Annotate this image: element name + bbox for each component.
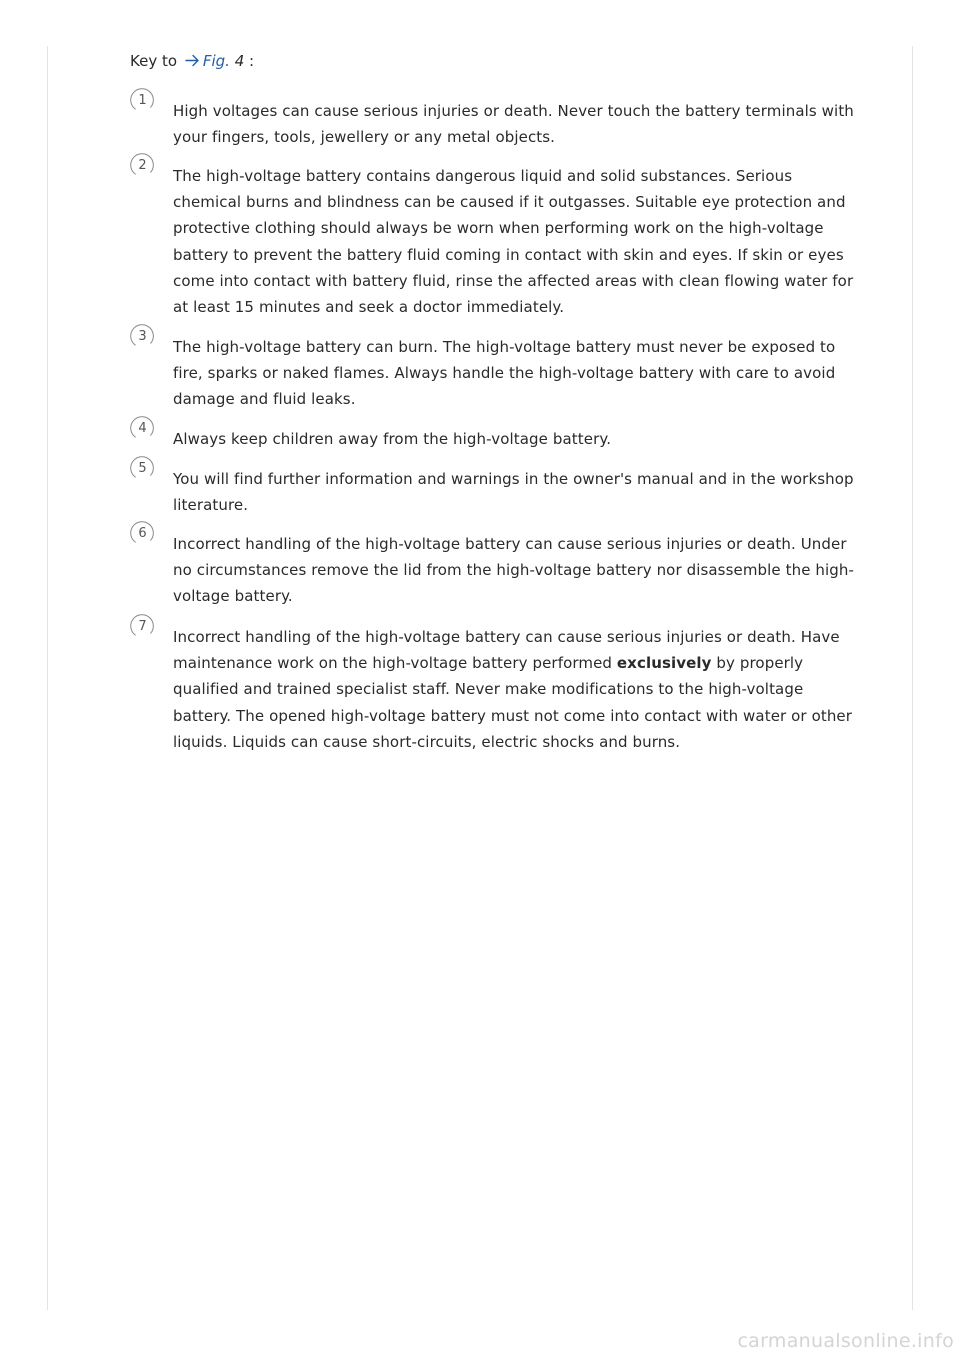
callout-number: 2 (138, 158, 147, 174)
key-suffix: : (249, 52, 255, 70)
figure-link[interactable]: Fig. (202, 52, 230, 70)
list-item-text: Always keep children away from the high-voltage battery. (173, 430, 612, 448)
list-item-text: The high-voltage battery can burn. The high-voltage battery must never be exposed to fire, sparks or naked flames. Always handle the high-voltage battery with care to avoid damage and fluid leaks. (173, 338, 836, 409)
list-item (130, 526, 860, 610)
list-item (130, 93, 860, 150)
list-item (130, 158, 860, 320)
list-item (130, 329, 860, 413)
numbered-callout-icon (130, 415, 155, 440)
list-item-text (173, 624, 860, 755)
emphasis-text: exclusively (616, 654, 712, 673)
callout-number: 6 (138, 526, 147, 542)
list-item-text: The high-voltage battery contains dangerous liquid and solid substances. Serious chemical burns and blindness can be caused if it outgasses. Suitable eye protection and protective clothing should always be worn when performing work on the high-voltage battery to prevent the battery fluid coming in contact with skin and eyes. If skin or eyes come into contact with battery fluid, rinse the affected areas with clean flowing water for at least 15 minutes and seek a doctor immediately. (173, 167, 854, 317)
list-item (130, 461, 860, 518)
numbered-callout-icon (130, 323, 155, 348)
numbered-callout-icon (130, 613, 155, 638)
watermark: carmanualsonline.info (737, 1330, 954, 1352)
figure-number: 4 (234, 52, 245, 70)
list-item-text-part: by properly qualified and trained specialist staff. Never make modifications to the high-voltage battery. The opened high-voltage battery must not come into contact with water or other liquids. Liquids can cause short-circuits, electric shocks and burns. (173, 654, 853, 751)
list-item-text: You will find further information and warnings in the owner's manual and in the workshop literature. (173, 470, 854, 515)
page-margin-right-rule (912, 46, 913, 1310)
numbered-callout-icon (130, 455, 155, 480)
key-heading (130, 50, 254, 73)
callout-number: 1 (138, 93, 147, 109)
list-item (130, 421, 860, 452)
key-prefix: Key to (130, 52, 178, 70)
callout-number: 3 (138, 329, 147, 345)
callout-number: 5 (138, 461, 147, 477)
list-item-text: Incorrect handling of the high-voltage battery can cause serious injuries or death. Under no circumstances remove the lid from the high-voltage battery nor disassemble the high-voltage battery. (173, 535, 855, 606)
arrow-right-icon (185, 51, 200, 73)
list-item-text: High voltages can cause serious injuries or death. Never touch the battery terminals with your fingers, tools, jewellery or any metal objects. (173, 102, 854, 147)
numbered-callout-icon (130, 87, 155, 112)
callout-number: 4 (138, 421, 147, 437)
list-item (130, 619, 860, 755)
numbered-callout-icon (130, 152, 155, 177)
callout-number: 7 (138, 619, 147, 635)
numbered-callout-icon (130, 520, 155, 545)
page-margin-left-rule (47, 46, 48, 1310)
list-item-text-part: Incorrect handling of the high-voltage battery can cause serious injuries or death. Have maintenance work on the high-voltage battery performed (173, 628, 840, 673)
